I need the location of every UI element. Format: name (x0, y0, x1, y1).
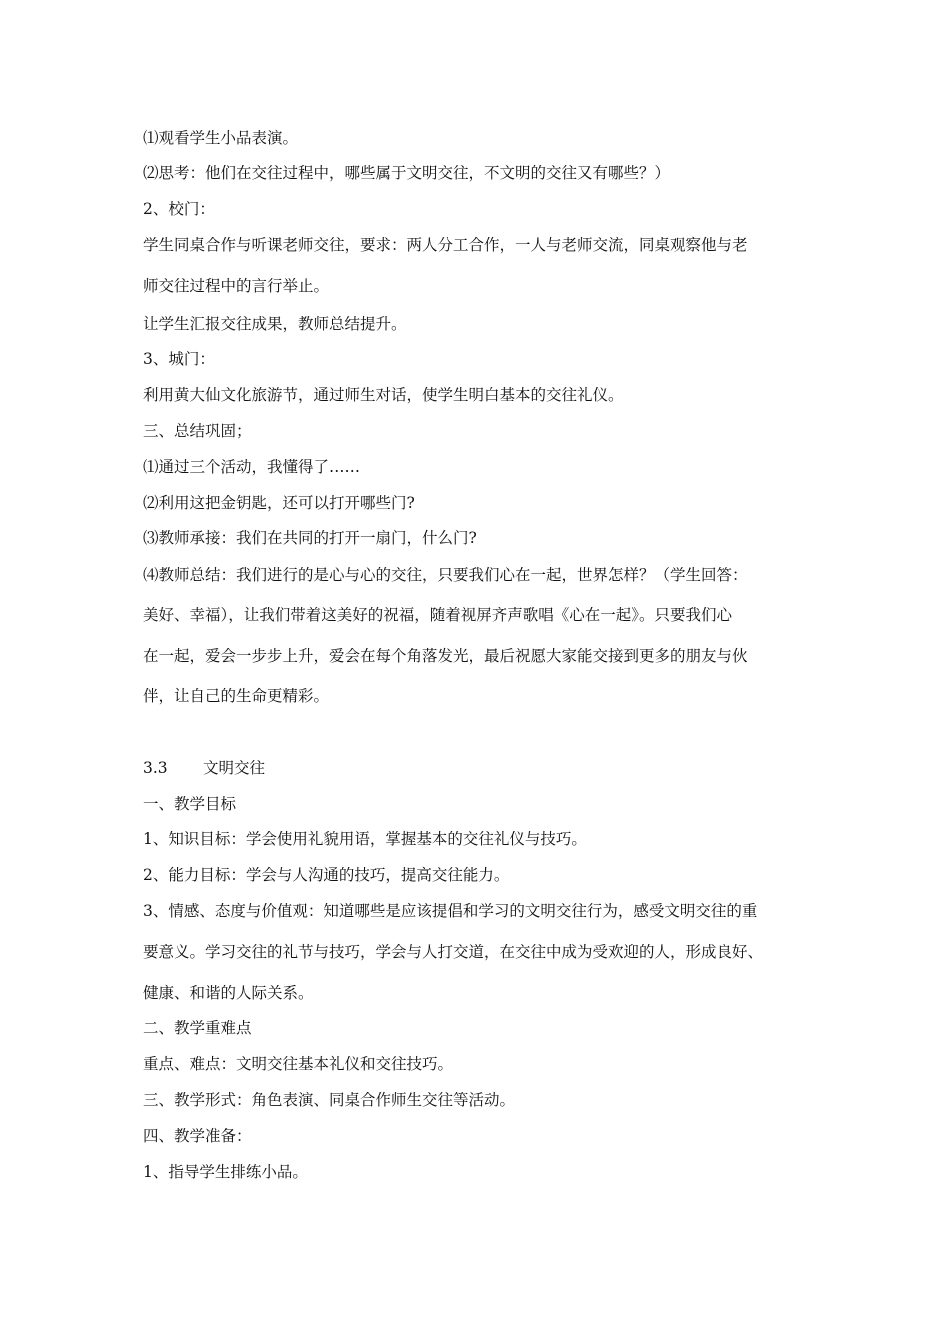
text-line: ⑷教师总结：我们进行的是心与心的交往，只要我们心在一起，世界怎样？（学生回答： (143, 566, 748, 584)
text-line: 师交往过程中的言行举止。 (143, 277, 330, 295)
text-line: ⑶教师承接：我们在共同的打开一扇门，什么门? (143, 529, 477, 547)
text-line: ⑴通过三个活动，我懂得了…… (143, 458, 361, 476)
text-line: 2、校门： (143, 200, 215, 218)
text-line: 重点、难点：文明交往基本礼仪和交往技巧。 (143, 1055, 454, 1073)
section-number: 3.3 (143, 759, 168, 777)
text-line: 要意义。学习交往的礼节与技巧，学会与人打交道，在交往中成为受欢迎的人，形成良好、 (143, 943, 764, 961)
text-line: 1、知识目标：学会使用礼貌用语，掌握基本的交往礼仪与技巧。 (143, 830, 587, 848)
text-line: 三、总结巩固； (143, 422, 252, 440)
text-line: 二、教学重难点 (143, 1019, 252, 1037)
text-line: ⑴观看学生小品表演。 (143, 129, 299, 147)
text-line: 让学生汇报交往成果，教师总结提升。 (143, 315, 407, 333)
text-line: 在一起，爱会一步步上升，爱会在每个角落发光，最后祝愿大家能交接到更多的朋友与伙 (143, 647, 748, 665)
text-line: 四、教学准备： (143, 1127, 252, 1145)
section-title: 文明交往 (203, 759, 266, 777)
text-line: 2、能力目标：学会与人沟通的技巧，提高交往能力。 (143, 866, 510, 884)
text-line: 3、城门： (143, 350, 215, 368)
section-heading (143, 758, 820, 778)
text-line: 3、情感、态度与价值观：知道哪些是应该提倡和学习的文明交往行为，感受文明交往的重 (143, 902, 758, 920)
text-line: 美好、幸福），让我们带着这美好的祝福，随着视屏齐声歌唱《心在一起》。只要我们心 (143, 606, 733, 624)
text-line: 三、教学形式：角色表演、同桌合作师生交往等活动。 (143, 1091, 516, 1109)
text-line: 学生同桌合作与听课老师交往，要求：两人分工合作，一人与老师交流，同桌观察他与老 (143, 236, 748, 254)
text-line: 一、教学目标 (143, 795, 237, 813)
text-line: 伴，让自己的生命更精彩。 (143, 687, 330, 705)
text-line: 健康、和谐的人际关系。 (143, 984, 314, 1002)
text-line: ⑵思考：他们在交往过程中，哪些属于文明交往，不文明的交往又有哪些？） (143, 164, 671, 182)
text-line: 利用黄大仙文化旅游节，通过师生对话，使学生明白基本的交往礼仪。 (143, 386, 624, 404)
text-line: 1、指导学生排练小品。 (143, 1163, 308, 1181)
text-line: ⑵利用这把金钥匙，还可以打开哪些门? (143, 494, 415, 512)
